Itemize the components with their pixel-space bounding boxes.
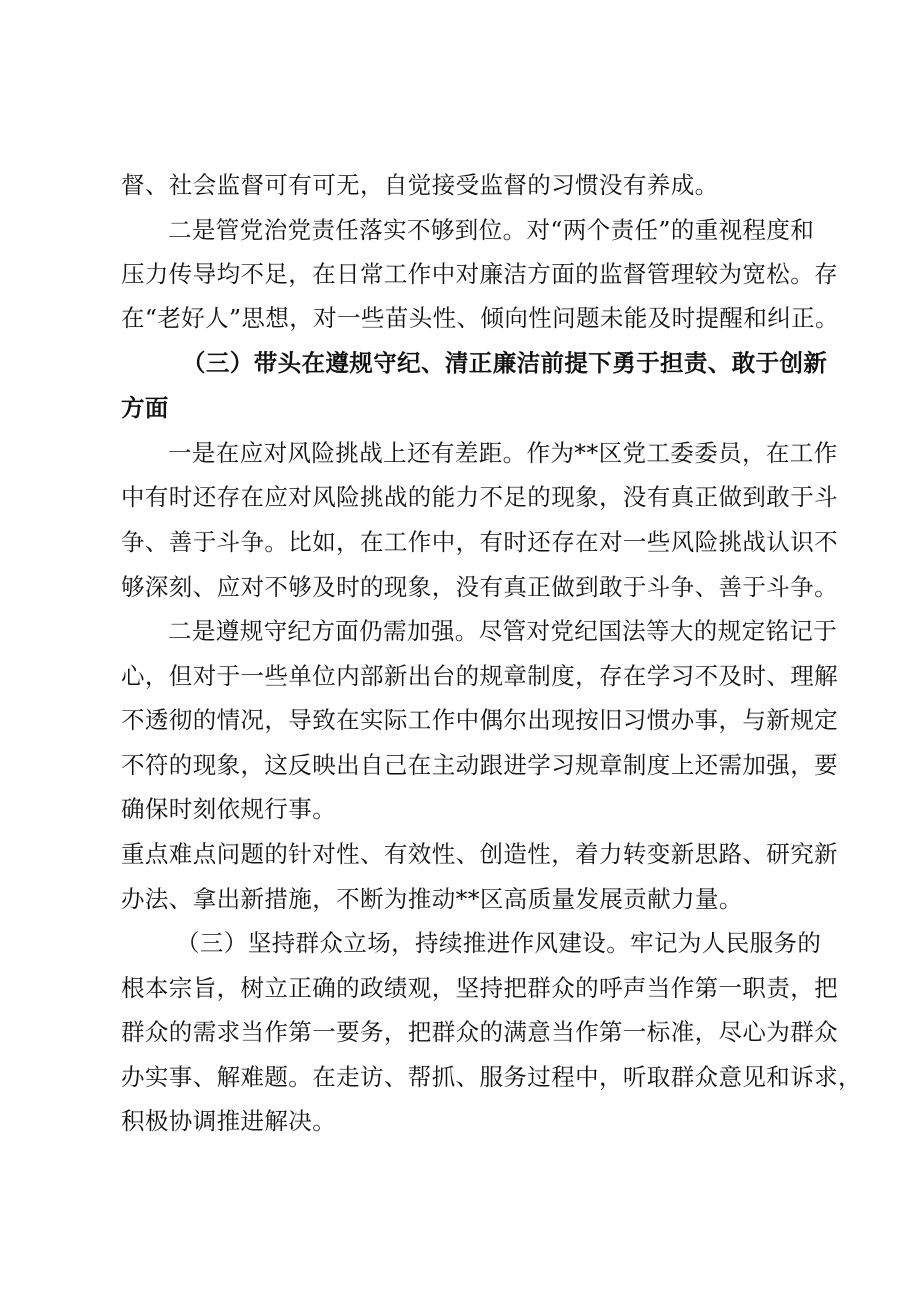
text-line: 二是管党治党责任落实不够到位。对“两个责任”的重视程度和 (168, 216, 815, 244)
text-line: 一是在应对风险挑战上还有差距。作为**区党工委委员，在工作 (168, 439, 838, 467)
text-line: 办法、拿出新措施，不断为推动**区高质量发展贡献力量。 (121, 885, 743, 913)
text-line: 中有时还存在应对风险挑战的能力不足的现象，没有真正做到敢于斗 (121, 483, 838, 511)
text-line: 积极协调推进解决。 (121, 1107, 337, 1135)
text-line: 够深刻、应对不够及时的现象，没有真正做到敢于斗争、善于斗争。 (121, 573, 838, 601)
text-line: 心，但对于一些单位内部新出台的规章制度，存在学习不及时、理解 (121, 662, 838, 690)
text-line: 办实事、解难题。在走访、帮抓、服务过程中，听取群众意见和诉求， (121, 1063, 862, 1091)
text-line: （三）坚持群众立场，持续推进作风建设。牢记为人民服务的 (176, 929, 822, 957)
text-line: 不透彻的情况，导致在实际工作中偶尔出现按旧习惯办事，与新规定 (121, 706, 838, 734)
text-line: 确保时刻依规行事。 (121, 795, 337, 823)
text-line: 压力传导均不足，在日常工作中对廉洁方面的监督管理较为宽松。存 (121, 260, 838, 288)
text-line: 不符的现象，这反映出自己在主动跟进学习规章制度上还需加强，要 (121, 751, 838, 779)
section-heading-continued: 方面 (121, 394, 169, 422)
section-heading: （三）带头在遵规守纪、清正廉洁前提下勇于担责、敢于创新 (182, 349, 828, 377)
text-line: 督、社会监督可有可无，自觉接受监督的习惯没有养成。 (121, 171, 719, 199)
text-line: 在“老好人”思想，对一些苗头性、倾向性问题未能及时提醒和纠正。 (121, 304, 839, 332)
text-line: 重点难点问题的针对性、有效性、创造性，着力转变新思路、研究新 (121, 840, 838, 868)
text-line: 争、善于斗争。比如，在工作中，有时还存在对一些风险挑战认识不 (121, 528, 838, 556)
text-line: 二是遵规守纪方面仍需加强。尽管对党纪国法等大的规定铭记于 (168, 617, 838, 645)
text-line: 根本宗旨，树立正确的政绩观，坚持把群众的呼声当作第一职责，把 (121, 974, 838, 1002)
text-line: 群众的需求当作第一要务，把群众的满意当作第一标准，尽心为群众 (121, 1018, 838, 1046)
